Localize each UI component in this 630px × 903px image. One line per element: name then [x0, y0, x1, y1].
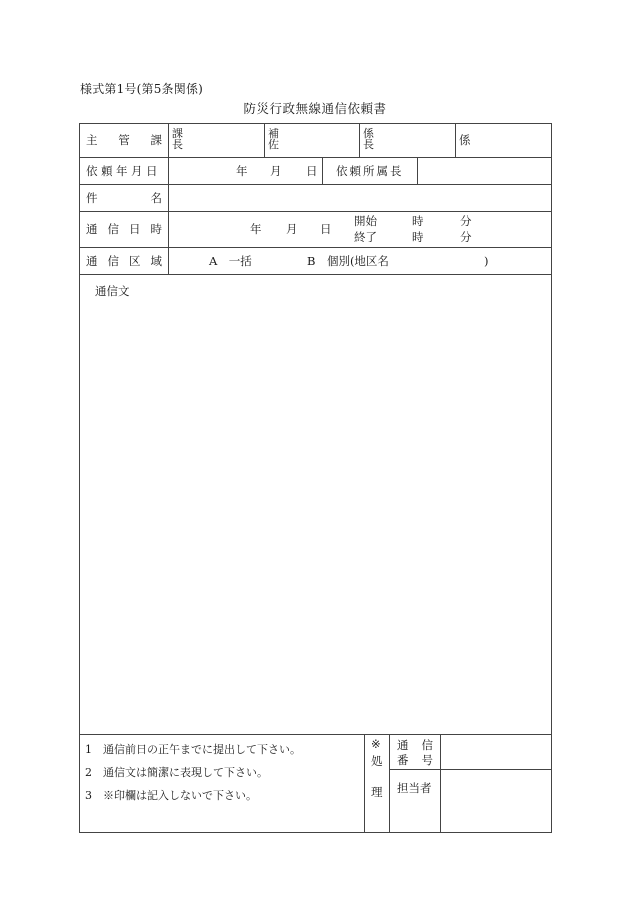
approval-separator — [359, 123, 360, 157]
request-date-label: 依頼年月日 — [86, 164, 161, 178]
area-option-all: A 一括 — [209, 254, 252, 268]
comm-start-hour-unit: 時 — [412, 214, 424, 228]
comm-end-label: 終了 — [354, 230, 377, 244]
row-divider — [79, 211, 552, 212]
label-char: 番 — [397, 753, 409, 767]
note-item: 2 通信文は簡潔に表現して下さい。 — [85, 766, 268, 779]
document-title: 防災行政無線通信依頼書 — [243, 101, 387, 116]
request-year-unit: 年 — [236, 164, 248, 178]
comm-area-label — [86, 256, 162, 268]
comm-datetime-label — [86, 224, 162, 236]
request-day-unit: 日 — [306, 164, 318, 178]
approval-stamp-section-chief: 課 長 — [172, 127, 183, 151]
label-column-separator — [168, 123, 169, 274]
label-char: 域 — [150, 254, 162, 268]
label-char: 時 — [150, 222, 162, 236]
label-char: 課 — [150, 133, 162, 147]
label-char: 日 — [129, 222, 141, 236]
date-separator — [417, 157, 418, 184]
area-close-paren: ) — [484, 254, 489, 268]
row-divider — [79, 157, 552, 158]
processing-char: 処 — [371, 754, 383, 768]
comm-end-minute-unit: 分 — [460, 230, 472, 244]
label-char: 区 — [129, 254, 141, 268]
approval-stamp-assistant: 補 佐 — [268, 127, 279, 151]
notes-separator — [364, 734, 365, 833]
label-char: 管 — [118, 133, 130, 147]
note-item: 3 ※印欄は記入しないで下さい。 — [85, 789, 257, 802]
label-char: 信 — [107, 254, 119, 268]
row-divider — [79, 734, 552, 735]
comm-number-label-line1 — [397, 740, 433, 752]
asterisk-mark: ※ — [371, 737, 381, 751]
label-char: 通 — [86, 254, 98, 268]
person-in-charge-label: 担当者 — [397, 781, 432, 795]
label-char: 名 — [150, 191, 162, 205]
label-char: 通 — [86, 222, 98, 236]
supervising-section-label — [86, 135, 162, 147]
comm-year-unit: 年 — [250, 222, 262, 236]
comm-day-unit: 日 — [320, 222, 332, 236]
processing-separator — [389, 734, 390, 833]
form-code: 様式第1号(第5条関係) — [80, 82, 204, 96]
label-char: 信 — [421, 738, 433, 752]
label-char: 主 — [86, 133, 98, 147]
approval-separator — [264, 123, 265, 157]
row-divider — [79, 184, 552, 185]
processing-char: 理 — [371, 785, 383, 799]
subject-label — [86, 193, 162, 205]
approval-stamp-subsection-chief: 係 長 — [363, 127, 374, 151]
request-month-unit: 月 — [270, 164, 282, 178]
label-char: 通 — [397, 738, 409, 752]
comm-start-label: 開始 — [354, 214, 377, 228]
processing-divider — [389, 769, 552, 770]
row-divider — [79, 247, 552, 248]
comm-month-unit: 月 — [286, 222, 298, 236]
label-char: 件 — [86, 191, 98, 205]
date-separator — [322, 157, 323, 184]
note-item: 1 通信前日の正午までに提出して下さい。 — [85, 743, 301, 756]
approval-stamp-staff: 係 — [459, 133, 471, 147]
comm-start-minute-unit: 分 — [460, 214, 472, 228]
label-char: 信 — [107, 222, 119, 236]
area-option-individual: B 個別(地区名 — [307, 254, 389, 268]
message-label: 通信文 — [95, 284, 130, 298]
approval-separator — [455, 123, 456, 157]
comm-number-label-line2 — [397, 755, 433, 767]
requesting-manager-label: 依頼所属長 — [336, 164, 404, 178]
label-char: 号 — [421, 753, 433, 767]
processing-separator — [440, 734, 441, 833]
comm-end-hour-unit: 時 — [412, 230, 424, 244]
row-divider — [79, 274, 552, 275]
